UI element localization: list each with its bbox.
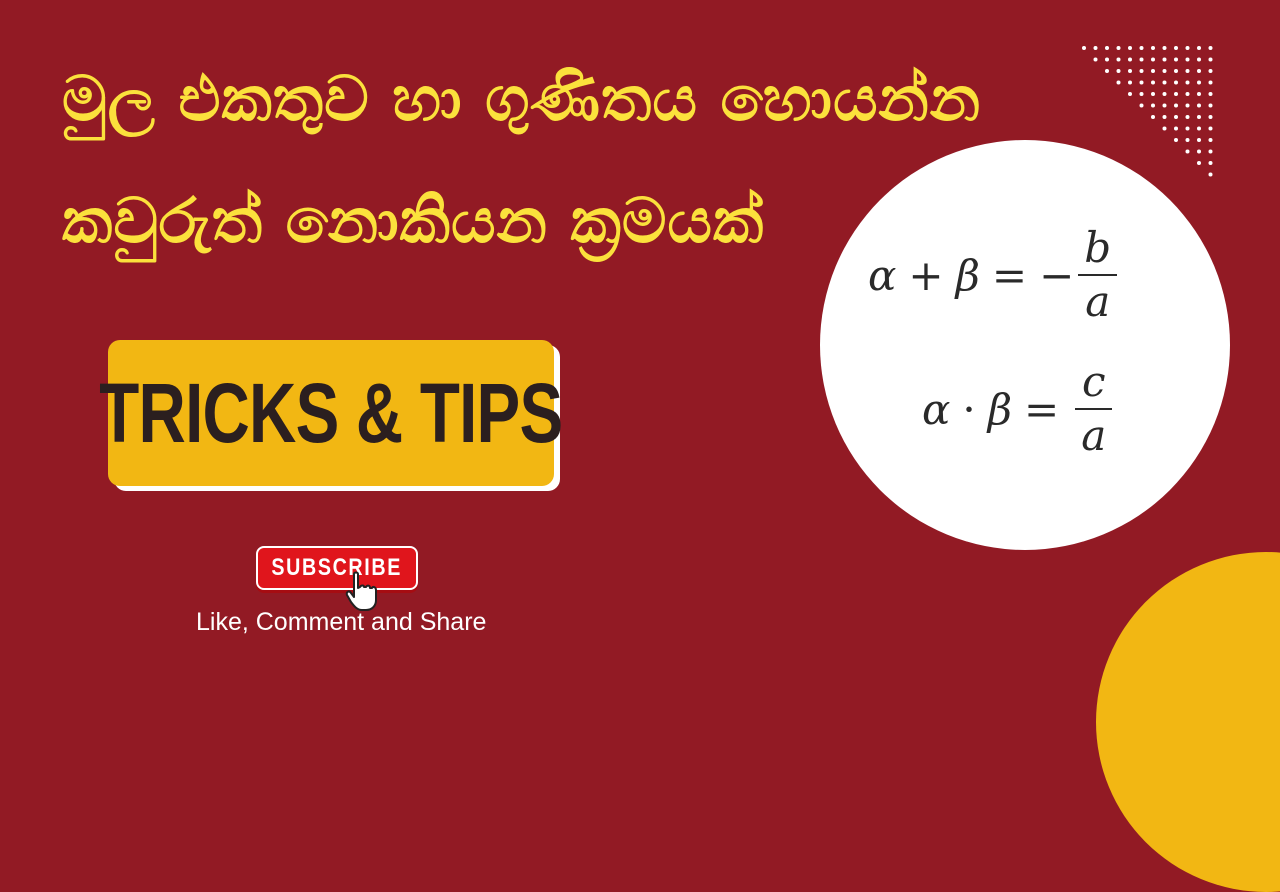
decoration-dot — [1163, 92, 1167, 96]
alpha-symbol: α — [922, 384, 951, 434]
fraction-numerator: c — [1081, 357, 1106, 406]
decoration-dot — [1140, 92, 1144, 96]
decoration-dot — [1186, 127, 1190, 131]
decoration-dot — [1140, 58, 1144, 62]
decoration-dot — [1174, 69, 1178, 73]
decoration-dot — [1128, 81, 1132, 85]
fraction-bar — [1078, 274, 1117, 276]
decoration-dot — [1174, 58, 1178, 62]
decoration-dot — [1163, 115, 1167, 119]
decoration-dot — [1128, 92, 1132, 96]
decoration-dot — [1209, 69, 1213, 73]
decoration-dot — [1197, 46, 1201, 50]
decoration-dot — [1209, 150, 1213, 154]
decoration-dot — [1186, 104, 1190, 108]
equals-operator: = — [1024, 384, 1060, 434]
sum-of-roots-formula — [868, 223, 1117, 327]
decoration-dot — [1151, 58, 1155, 62]
plus-operator: + — [908, 250, 944, 300]
pointing-hand-icon — [342, 570, 384, 612]
decoration-dot — [1151, 115, 1155, 119]
dot-operator: · — [962, 384, 976, 434]
beta-symbol: β — [955, 250, 980, 300]
decoration-dot — [1105, 69, 1109, 73]
decoration-dot — [1186, 150, 1190, 154]
decoration-dot — [1151, 92, 1155, 96]
subscribe-label: SUBSCRIBE — [271, 554, 403, 581]
fraction-numerator: b — [1084, 223, 1112, 272]
decoration-dot — [1174, 46, 1178, 50]
decoration-dot — [1209, 127, 1213, 131]
decoration-dot — [1197, 127, 1201, 131]
minus-sign: − — [1039, 250, 1075, 300]
decoration-dot — [1117, 46, 1121, 50]
decoration-dot — [1163, 46, 1167, 50]
decoration-dot — [1117, 69, 1121, 73]
fraction-c-over-a — [1075, 357, 1112, 461]
alpha-symbol: α — [868, 250, 897, 300]
decoration-dot — [1163, 127, 1167, 131]
decoration-dot — [1163, 81, 1167, 85]
decoration-dot — [1082, 46, 1086, 50]
decoration-dot — [1197, 161, 1201, 165]
decoration-dot — [1209, 81, 1213, 85]
decoration-dot — [1128, 58, 1132, 62]
decoration-dot — [1151, 46, 1155, 50]
decoration-dot — [1209, 173, 1213, 177]
decoration-dot — [1174, 104, 1178, 108]
decoration-dot — [1197, 69, 1201, 73]
decoration-dot — [1197, 150, 1201, 154]
tricks-tips-badge — [99, 340, 563, 486]
decoration-dot — [1117, 81, 1121, 85]
decorative-yellow-circle — [1096, 552, 1280, 892]
decoration-dot — [1151, 69, 1155, 73]
decoration-dot — [1174, 127, 1178, 131]
decoration-dot — [1197, 104, 1201, 108]
decoration-dot — [1105, 46, 1109, 50]
decoration-dot — [1105, 58, 1109, 62]
decoration-dot — [1197, 115, 1201, 119]
decoration-dot — [1128, 69, 1132, 73]
decoration-dot — [1117, 58, 1121, 62]
decoration-dot — [1209, 92, 1213, 96]
decoration-dot — [1140, 46, 1144, 50]
formula-circle — [820, 140, 1230, 550]
decoration-dot — [1209, 115, 1213, 119]
decoration-dot — [1209, 161, 1213, 165]
decoration-dot — [1140, 69, 1144, 73]
decoration-dot — [1174, 81, 1178, 85]
decoration-dot — [1186, 58, 1190, 62]
fraction-bar — [1075, 408, 1112, 410]
decoration-dot — [1209, 46, 1213, 50]
fraction-denominator: a — [1081, 411, 1107, 461]
decoration-dot — [1163, 104, 1167, 108]
tricks-tips-label: TRICKS & TIPS — [99, 365, 563, 460]
beta-symbol: β — [987, 384, 1013, 434]
decoration-dot — [1186, 69, 1190, 73]
decoration-dot — [1151, 104, 1155, 108]
decoration-dot — [1151, 81, 1155, 85]
subscribe-button[interactable] — [256, 546, 418, 590]
equals-operator: = — [991, 250, 1028, 300]
decoration-dot — [1163, 69, 1167, 73]
decoration-dot — [1197, 92, 1201, 96]
decoration-dot — [1140, 81, 1144, 85]
decoration-dot — [1186, 46, 1190, 50]
decoration-dot — [1209, 58, 1213, 62]
product-of-roots-formula — [922, 357, 1112, 461]
decoration-dot — [1197, 138, 1201, 142]
decoration-dot — [1209, 104, 1213, 108]
decoration-dot — [1094, 46, 1098, 50]
decoration-dot — [1174, 138, 1178, 142]
decoration-dot — [1128, 46, 1132, 50]
engagement-caption: Like, Comment and Share — [196, 608, 487, 636]
decoration-dot — [1209, 138, 1213, 142]
decoration-dot — [1163, 58, 1167, 62]
decoration-dot — [1197, 58, 1201, 62]
decoration-dot — [1174, 92, 1178, 96]
decoration-dot — [1186, 115, 1190, 119]
decoration-dot — [1186, 138, 1190, 142]
fraction-b-over-a — [1078, 223, 1117, 327]
decoration-dot — [1186, 81, 1190, 85]
decoration-dot — [1197, 81, 1201, 85]
decoration-dot — [1174, 115, 1178, 119]
decoration-dot — [1186, 92, 1190, 96]
decoration-dot — [1094, 58, 1098, 62]
title-line-2: කවුරුත් නොකියන ක්‍රමයක් — [62, 184, 765, 257]
decoration-dot — [1140, 104, 1144, 108]
fraction-denominator: a — [1085, 277, 1111, 327]
title-line-1: මුල එකතුව හා ගුණිතය හොයන්න — [62, 62, 982, 135]
